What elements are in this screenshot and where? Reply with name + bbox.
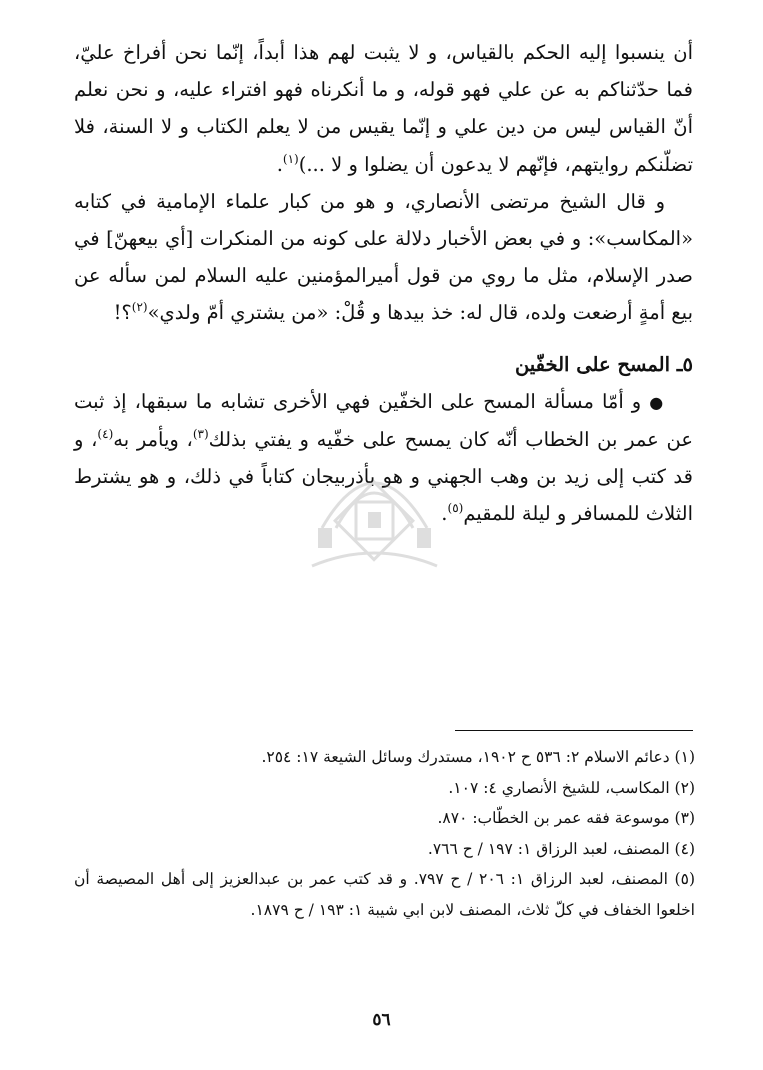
page-number: ٥٦ xyxy=(372,1010,391,1030)
footnote-separator xyxy=(455,730,693,731)
footnote-ref-5: (٥) xyxy=(447,501,464,516)
footnote-ref-2: (٢) xyxy=(131,300,148,315)
bullet-icon: ● xyxy=(649,392,665,412)
footnote-ref-3: (٣) xyxy=(192,427,209,442)
section-heading: ٥ـ المسح على الخفّين xyxy=(514,352,693,376)
footnote-4: (٤) المصنف، لعبد الرزاق ١: ١٩٧ / ح ٧٦٦. xyxy=(427,839,695,858)
main-text xyxy=(74,34,693,533)
paragraph-1: أن ينسبوا إليه الحكم بالقياس، و لا يثبت لهم هذا أبداً، إنّما نحن أفراخ عليّ، فما حدّثناكم به عن علي فهو قوله، و ما أنكرناه فهو افتراء عليه، و نحن نعلم أنّ القياس ليس من دين علي و إنّما يقيس من لا يعلم الكتاب و لا السنة، فلا تضلّنكم روايتهم، فإنّهم لا يدعون أن يضلوا و لا ...)$^{(١)}$. xyxy=(74,41,693,176)
footnote-3: (٣) موسوعة فقه عمر بن الخطّاب: ٨٧٠. xyxy=(437,809,695,827)
footnote-2: (٢) المكاسب، للشيخ الأنصاري ٤: ١٠٧. xyxy=(448,778,695,797)
footnote-5: (٥) المصنف، لعبد الرزاق ١: ٢٠٦ / ح ٧٩٧. و قد كتب عمر بن عبدالعزيز إلى أهل المصيصة أن اخلعوا الخفاف في كلّ ثلاث، المصنف لابن ابي شيبة ١: ١٩٣ / ح ١٨٧٩. xyxy=(74,870,695,919)
paragraph-3: ●و أمّا مسألة المسح على الخفّين فهي الأخرى تشابه ما سبقها، إذ ثبت عن عمر بن الخطاب أنّه كان يمسح على خفّيه و يفتي بذلك$^{(٣)}$، ويأمر به$^{(٤)}$، و قد كتب إلى زيد بن وهب الجهني و هو بأذربيجان كتاباً في ذلك، و هو يشترط الثلاث للمسافر و ليلة للمقيم$^{(٥)}$. xyxy=(74,389,693,526)
footnote-1: (١) دعائم الاسلام ٢: ٥٣٦ ح ١٩٠٢، مستدرك وسائل الشيعة ١٧: ٢٥٤. xyxy=(261,748,695,766)
footnotes xyxy=(74,742,695,925)
footnote-ref-1: (١) xyxy=(282,151,299,166)
footnote-ref-4: (٤) xyxy=(97,427,114,442)
paragraph-2: و قال الشيخ مرتضى الأنصاري، و هو من كبار علماء الإمامية في كتابه «المكاسب»: و في بعض الأخبار دلالة على كونه من المنكرات [أي بيعهنّ] في صدر الإسلام، مثل ما روي من قول أميرالمؤمنين عليه السلام لمن سأله عن بيع أمةٍ أرضعت ولده، قال له: خذ بيدها و قُلْ: «من يشتري أمّ ولدي»$^{(٢)}$؟! xyxy=(74,189,693,325)
